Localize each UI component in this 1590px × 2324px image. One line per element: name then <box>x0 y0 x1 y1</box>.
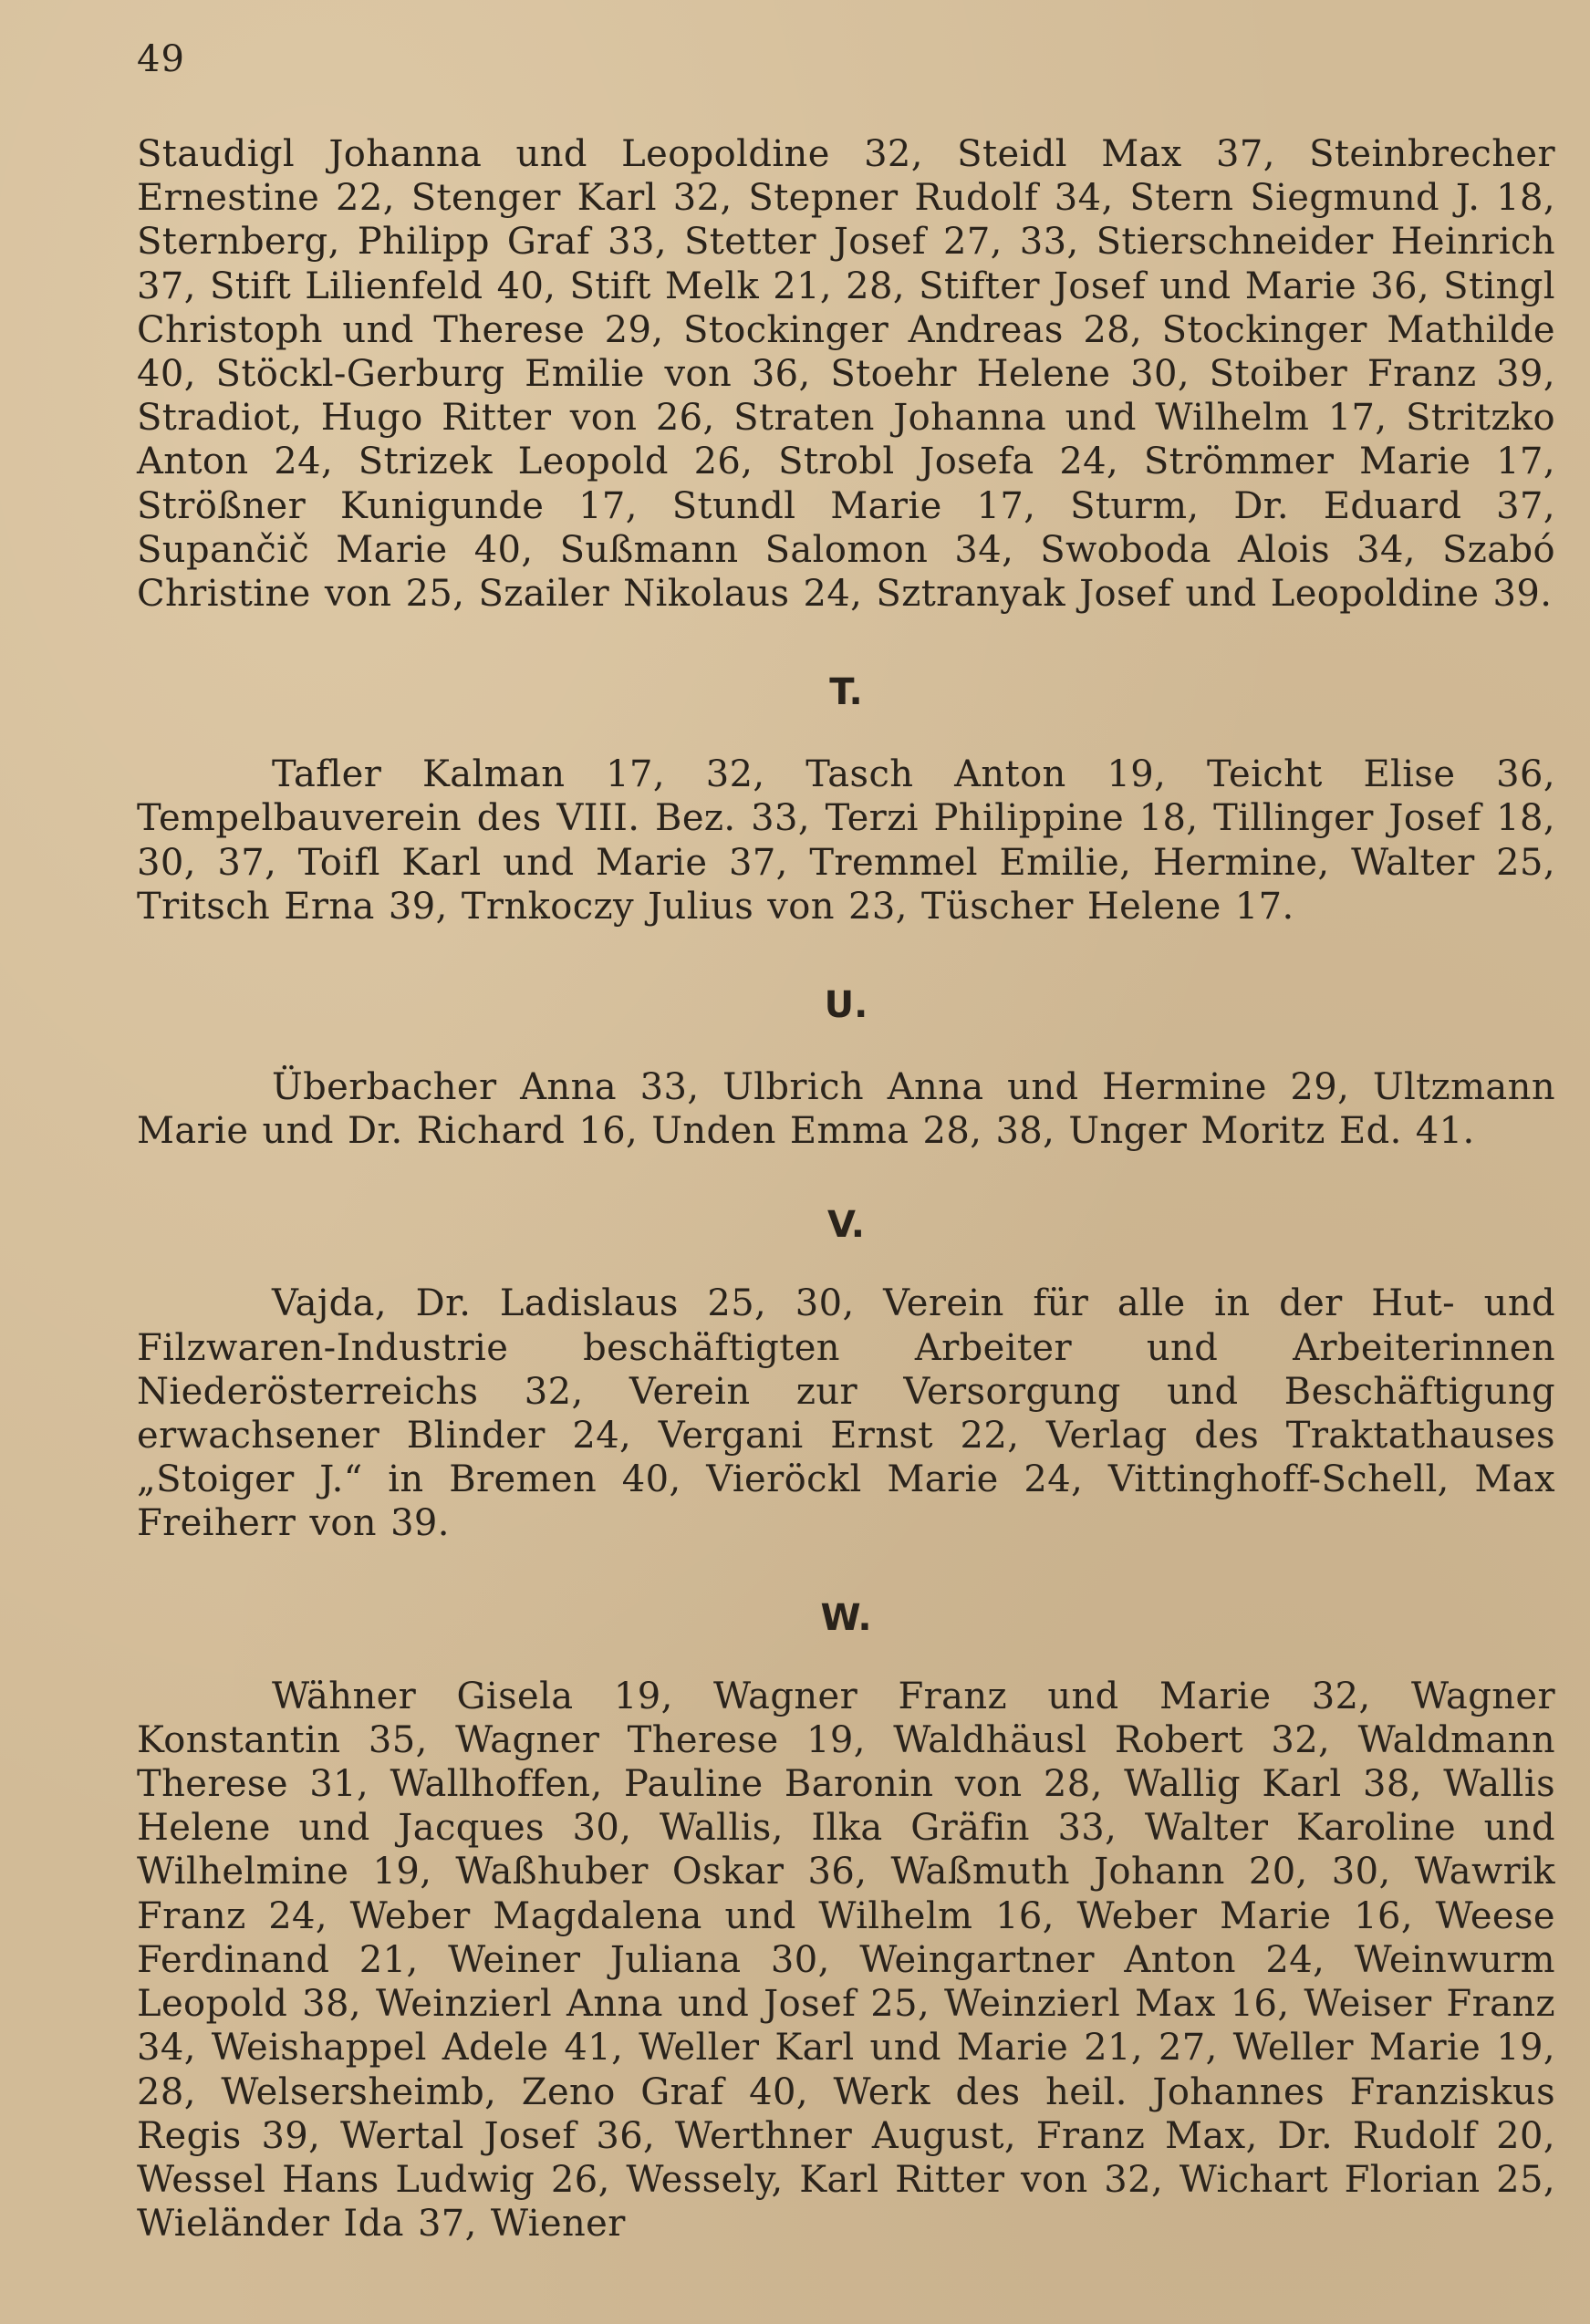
section-heading-v: V. <box>827 1204 865 1247</box>
index-paragraph-v: Vajda, Dr. Ladislaus 25, 30, Verein für alle in der Hut- und Filzwaren-Industrie beschäftigten Arbeiter und Arbeiterinnen Niederösterreichs 32, Verein zur Versorgung und Beschäftigung erwachsener Blinder 24, Vergani Ernst 22, Verlag des Traktathauses „Stoiger J.“ in Bremen 40, Vieröckl Marie 24, Vittinghoff-Schell, Max Freiherr von 39. <box>137 1282 1555 1545</box>
section-heading-u: U. <box>824 984 868 1027</box>
page-number: 49 <box>137 38 185 80</box>
index-paragraph-u: Überbacher Anna 33, Ulbrich Anna und Hermine 29, Ultzmann Marie und Dr. Richard 16, Unden Emma 28, 38, Unger Moritz Ed. 41. <box>137 1066 1555 1153</box>
index-paragraph-t: Tafler Kalman 17, 32, Tasch Anton 19, Teicht Elise 36, Tempelbauverein des VIII. Bez. 33, Terzi Philippine 18, Tillinger Josef 18, 30, 37, Toifl Karl und Marie 37, Tremmel Emilie, Hermine, Walter 25, Tritsch Erna 39, Trnkoczy Julius von 23, Tüscher Helene 17. <box>137 753 1555 928</box>
section-heading-w: W. <box>820 1596 872 1639</box>
index-paragraph-s: Staudigl Johanna und Leopoldine 32, Steidl Max 37, Steinbrecher Ernestine 22, Stenger Karl 32, Stepner Rudolf 34, Stern Siegmund J. 18, Sternberg, Philipp Graf 33, Stetter Josef 27, 33, Stierschneider Heinrich 37, Stift Lilienfeld 40, Stift Melk 21, 28, Stifter Josef und Marie 36, Stingl Christoph und Therese 29, Stockinger Andreas 28, Stockinger Mathilde 40, Stöckl-Gerburg Emilie von 36, Stoehr Helene 30, Stoiber Franz 39, Stradiot, Hugo Ritter von 26, Straten Johanna und Wilhelm 17, Stritzko Anton 24, Strizek Leopold 26, Strobl Josefa 24, Strömmer Marie 17, Strößner Kunigunde 17, Stundl Marie 17, Sturm, Dr. Eduard 37, Supančič Marie 40, Sußmann Salomon 34, Swoboda Alois 34, Szabó Christine von 25, Szailer Nikolaus 24, Sztranyak Josef und Leopoldine 39. <box>137 133 1555 616</box>
index-paragraph-w: Wähner Gisela 19, Wagner Franz und Marie 32, Wagner Konstantin 35, Wagner Therese 19, Waldhäusl Robert 32, Waldmann Therese 31, Wallhoffen, Pauline Baronin von 28, Wallig Karl 38, Wallis Helene und Jacques 30, Wallis, Ilka Gräfin 33, Walter Karoline und Wilhelmine 19, Waßhuber Oskar 36, Waßmuth Johann 20, 30, Wawrik Franz 24, Weber Magdalena und Wilhelm 16, Weber Marie 16, Weese Ferdinand 21, Weiner Juliana 30, Weingartner Anton 24, Weinwurm Leopold 38, Weinzierl Anna und Josef 25, Weinzierl Max 16, Weiser Franz 34, Weishappel Adele 41, Weller Karl und Marie 21, 27, Weller Marie 19, 28, Welsersheimb, Zeno Graf 40, Werk des heil. Johannes Franziskus Regis 39, Wertal Josef 36, Werthner August, Franz Max, Dr. Rudolf 20, Wessel Hans Ludwig 26, Wessely, Karl Ritter von 32, Wichart Florian 25, Wieländer Ida 37, Wiener <box>137 1675 1555 2246</box>
page <box>137 36 1555 2246</box>
section-heading-t: T. <box>829 671 863 714</box>
